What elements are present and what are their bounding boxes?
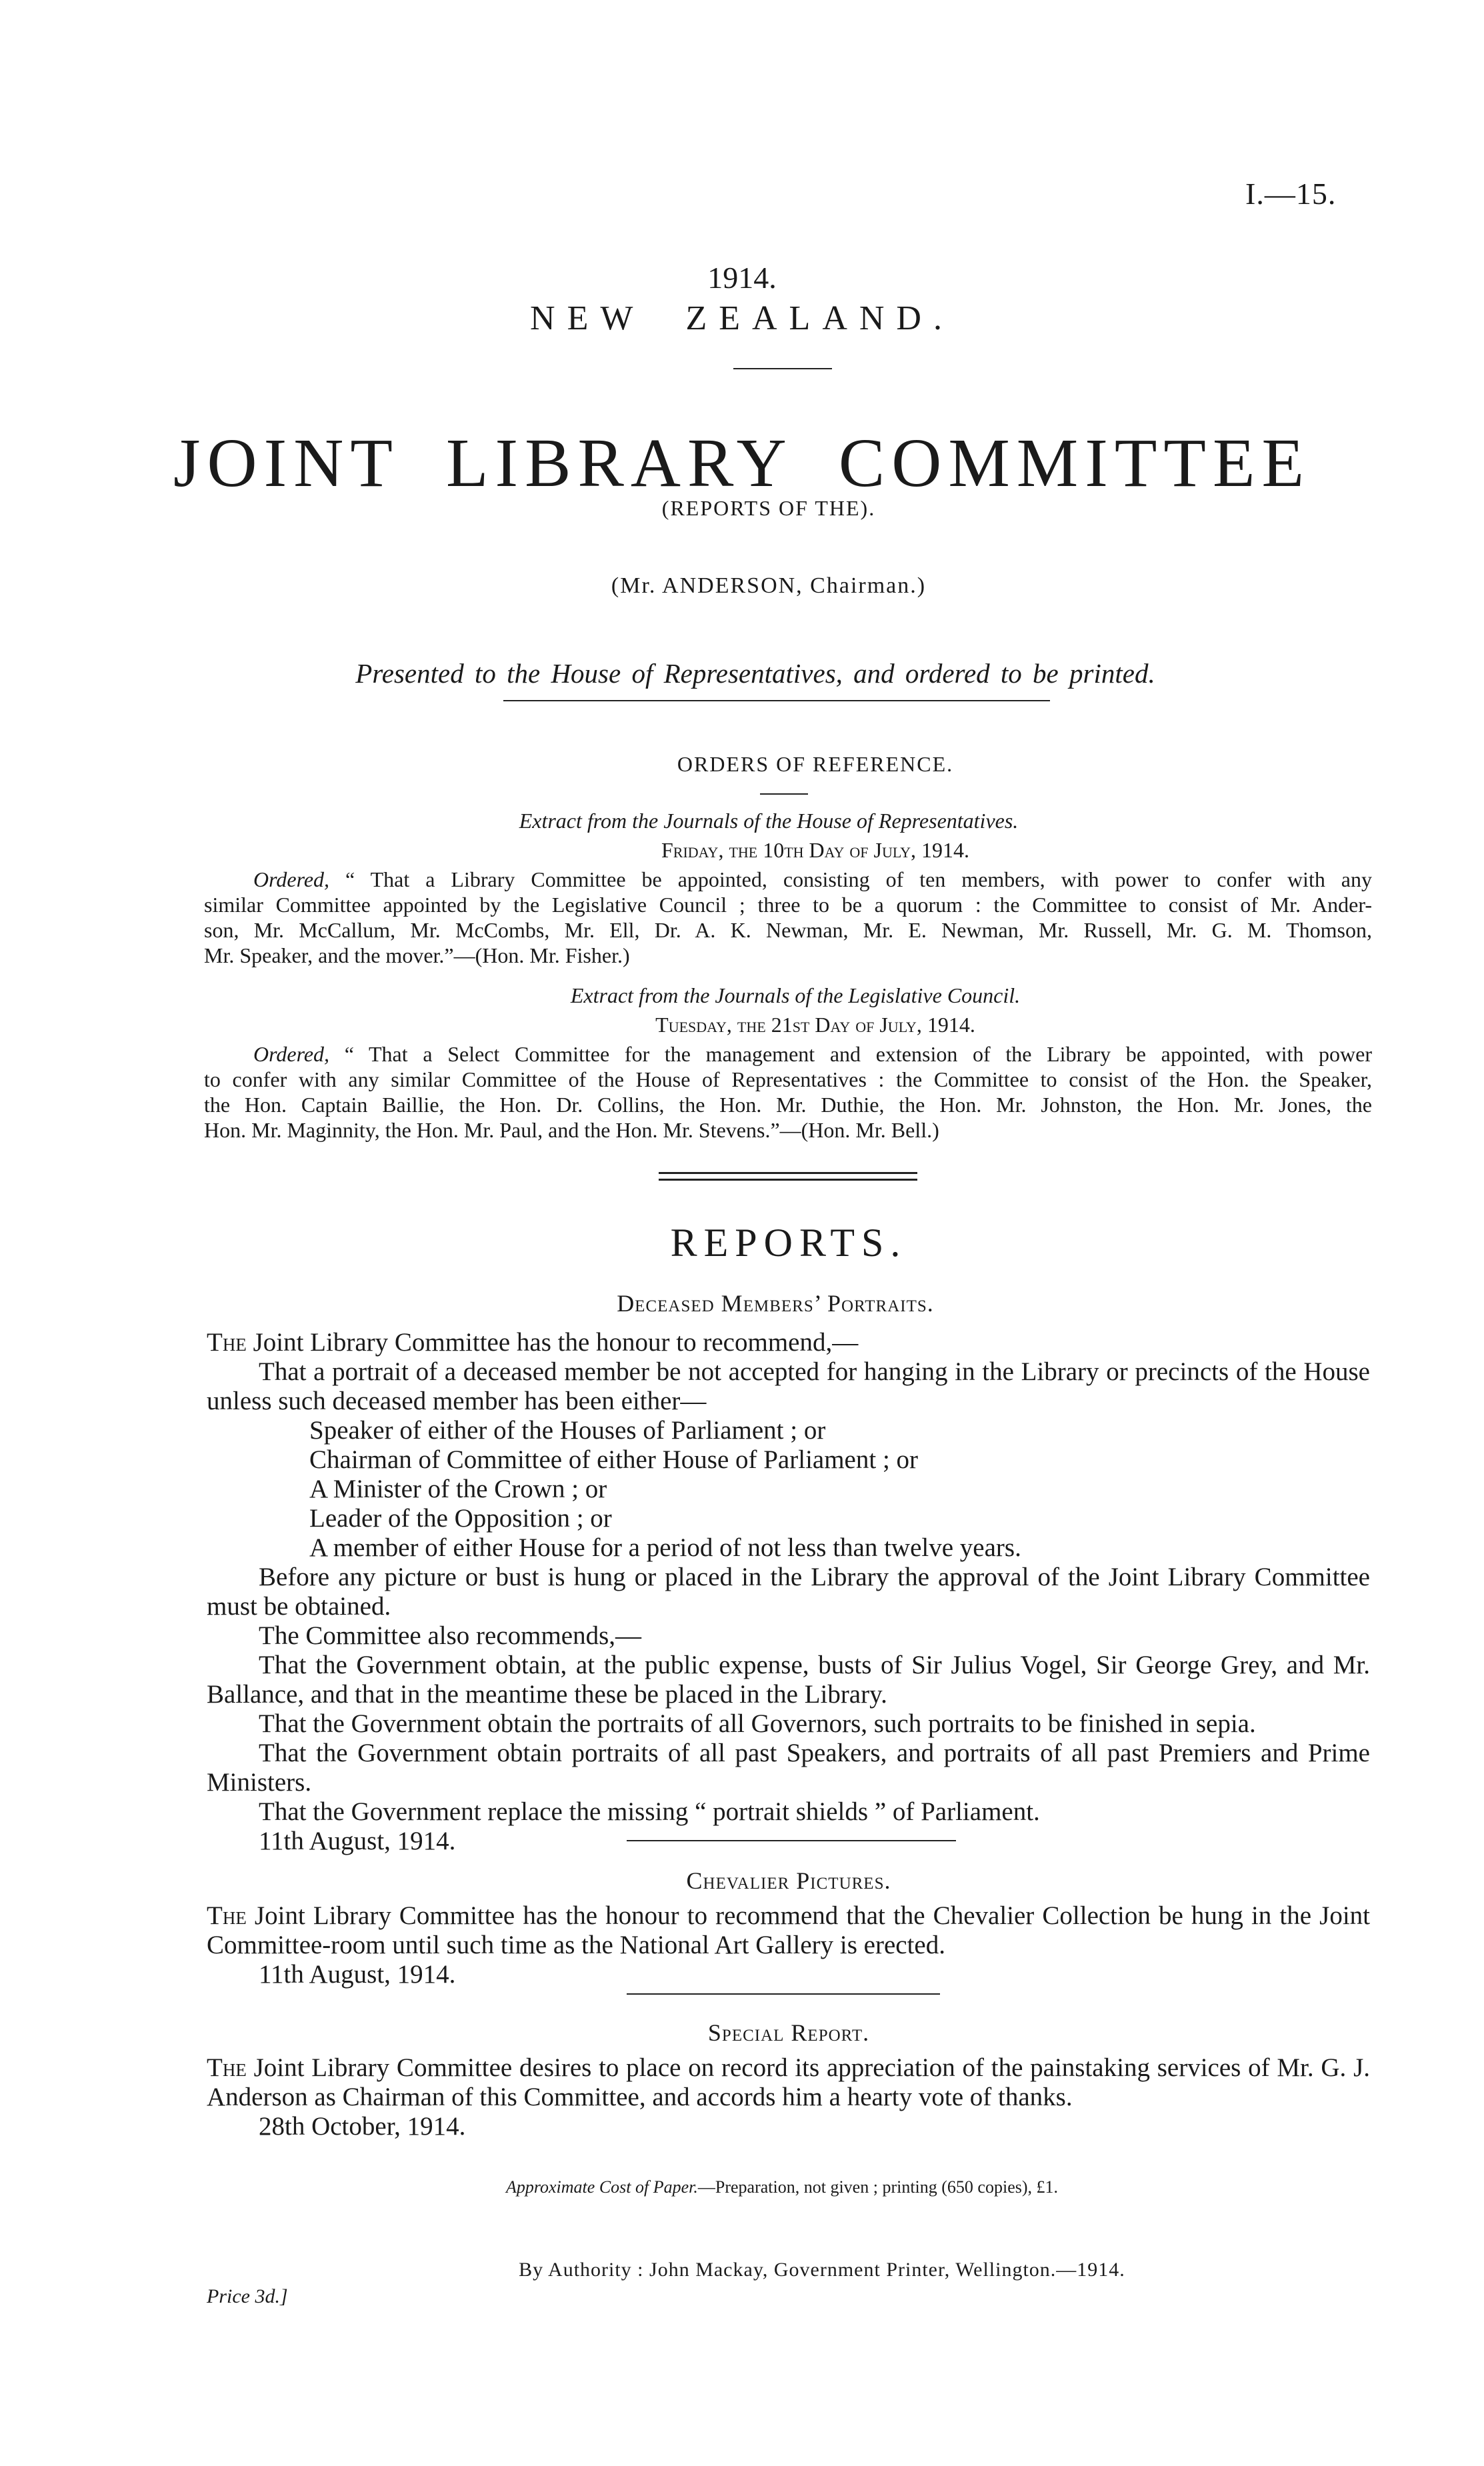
extract2-source: Extract from the Journals of the Legislative Council. (570, 983, 1021, 1007)
chairman-line: (Mr. ANDERSON, Chairman.) (611, 573, 927, 598)
portraits-intro: The Joint Library Committee has the honour to recommend,— (207, 1328, 859, 1357)
presented-underline (503, 700, 1050, 701)
chevalier-text: The Joint Library Committee has the honour to recommend that the Chevalier Collection be hung in the Joint Committee-room until such time as the National Art Gallery is erected. (207, 1901, 1370, 1959)
extract2-date: Tuesday, the 21st Day of July, 1914. (655, 1013, 975, 1037)
section-rule (627, 1840, 956, 1841)
special-heading: Special Report. (707, 2019, 870, 2046)
price: Price 3d.] (207, 2285, 288, 2307)
portraits-heading: Deceased Members’ Portraits. (617, 1290, 934, 1317)
extract1-date: Friday, the 10th Day of July, 1914. (661, 838, 969, 862)
cost-line: Approximate Cost of Paper.—Preparation, not given ; printing (650 copies), £1. (505, 2177, 1059, 2197)
criteria-item: Chairman of Committee of either House of Parliament ; or (309, 1445, 919, 1474)
portraits-p1: That a portrait of a deceased member be not accepted for hanging in the Library or precincts of the House unless such deceased member has been either— (207, 1357, 1370, 1415)
extract2-text: Ordered, “ That a Select Committee for the management and extension of the Library be appointed, with power to confer with any similar Committee of the House of Representatives : the Committee to consist of the Hon. the Speaker, the Hon. Captain Baillie, the Hon. Dr. Collins, the Hon. Mr. Duthie, the Hon. Mr. Johnston, the Hon. Mr. Jones, the Hon. Mr. Maginnity, the Hon. Mr. Paul, and the Hon. Mr. Stevens.”—(Hon. Mr. Bell.) (204, 1042, 1373, 1142)
criteria-item: A member of either House for a period of not less than twelve years. (309, 1533, 1021, 1562)
divider-short (760, 793, 808, 795)
page-title: JOINT LIBRARY COMMITTEE (173, 425, 1311, 501)
reports-heading: REPORTS. (670, 1221, 907, 1265)
chevalier-heading: Chevalier Pictures. (686, 1867, 891, 1894)
country: NEW ZEALAND. (530, 299, 954, 337)
extract2-ordered: Ordered, (253, 1042, 330, 1066)
double-rule-top (659, 1172, 917, 1174)
portraits-p3: The Committee also recommends,— (259, 1621, 642, 1650)
section-rule (627, 1993, 940, 1995)
double-rule-bottom (659, 1179, 917, 1181)
extract1-text: Ordered, “ That a Library Committee be appointed, consisting of ten members, with power to confer with any similar Committee appointed by the Legislative Council ; three to be a quorum : the Committee to consist of Mr. Ander- son, Mr. McCallum, Mr. McCombs, Mr. Ell, Dr. A. K. Newman, Mr. E. Newman, Mr. Russell, Mr. G. M. Thomson, Mr. Speaker, and the mover.”—(Hon. Mr. Fisher.) (204, 867, 1373, 967)
portraits-p5: That the Government obtain the portraits of all Governors, such portraits to be finished in sepia. (259, 1709, 1256, 1738)
portraits-p7: That the Government replace the missing “ portrait shields ” of Parliament. (259, 1797, 1040, 1826)
orders-heading: ORDERS OF REFERENCE. (677, 752, 954, 776)
portraits-p6: That the Government obtain portraits of all past Speakers, and portraits of all past Premiers and Prime Ministers. (207, 1739, 1370, 1797)
criteria-item: Speaker of either of the Houses of Parliament ; or (309, 1416, 826, 1445)
portraits-date: 11th August, 1914. (259, 1827, 456, 1855)
year: 1914. (707, 261, 777, 295)
authority-line: By Authority : John Mackay, Government Printer, Wellington.—1914. (519, 2259, 1125, 2281)
divider-short (733, 368, 832, 369)
extract1-source: Extract from the Journals of the House of Representatives. (519, 809, 1019, 833)
document-number: I.—15. (1245, 177, 1337, 211)
special-date: 28th October, 1914. (259, 2112, 466, 2141)
special-text: The Joint Library Committee desires to place on record its appreciation of the painstaking services of Mr. G. J. Anderson as Chairman of this Committee, and accords him a hearty vote of thanks. (207, 2053, 1370, 2111)
criteria-item: Leader of the Opposition ; or (309, 1504, 612, 1533)
subtitle: (REPORTS OF THE). (661, 496, 876, 520)
portraits-p4: That the Government obtain, at the public expense, busts of Sir Julius Vogel, Sir George Grey, and Mr. Ballance, and that in the meantime these be placed in the Library. (207, 1651, 1370, 1709)
chevalier-date: 11th August, 1914. (259, 1960, 456, 1989)
presented-line: Presented to the House of Representatives, and ordered to be printed. (355, 658, 1155, 689)
portraits-p2: Before any picture or bust is hung or placed in the Library the approval of the Joint Library Committee must be obtained. (207, 1563, 1370, 1621)
extract1-ordered: Ordered, (253, 867, 330, 891)
criteria-item: A Minister of the Crown ; or (309, 1475, 607, 1503)
